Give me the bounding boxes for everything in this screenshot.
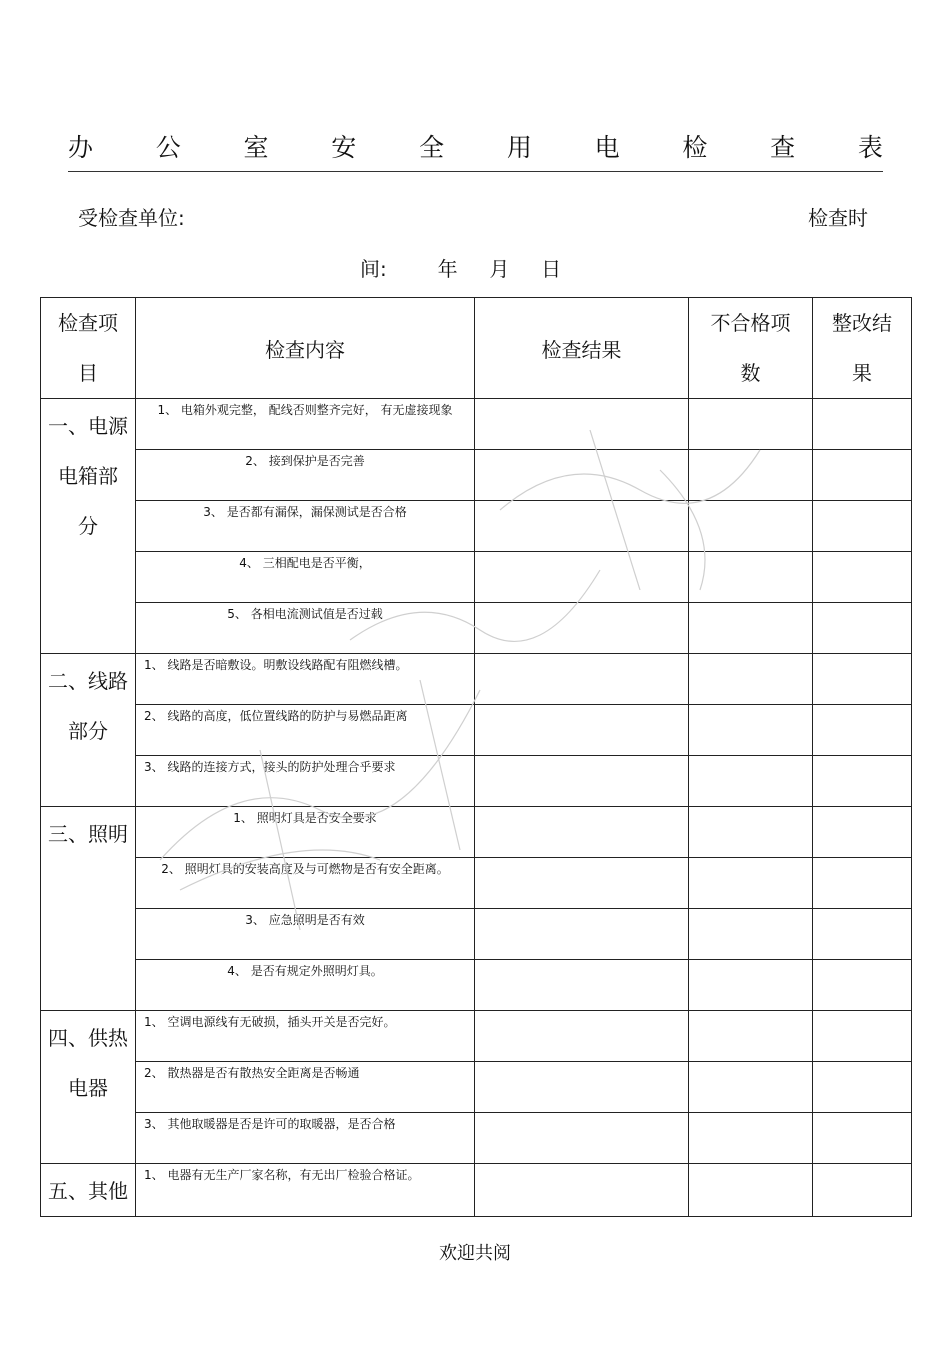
rectify-cell[interactable]	[813, 960, 912, 1011]
fail-count-cell[interactable]	[689, 450, 813, 501]
title-char: 表	[857, 133, 883, 162]
title-char: 查	[770, 133, 796, 162]
section-category	[41, 1164, 136, 1217]
table-row	[41, 501, 912, 552]
table-row	[41, 552, 912, 603]
header-rectify-line: 果	[852, 361, 872, 385]
rectify-cell[interactable]	[813, 1113, 912, 1164]
rectify-cell[interactable]	[813, 1164, 912, 1217]
title-char: 电	[594, 133, 620, 162]
rectify-cell[interactable]	[813, 807, 912, 858]
header-category	[41, 298, 136, 399]
fail-count-cell[interactable]	[689, 501, 813, 552]
result-cell[interactable]	[475, 450, 689, 501]
section-category	[41, 807, 136, 1011]
table-row	[41, 705, 912, 756]
check-item: 3、 其他取暖器是否是许可的取暖器，是否合格	[136, 1113, 475, 1164]
fail-count-cell[interactable]	[689, 858, 813, 909]
section-category-line: 五、其他	[48, 1179, 128, 1203]
check-item: 2、 接到保护是否完善	[136, 450, 475, 501]
table-row	[41, 450, 912, 501]
fail-count-cell[interactable]	[689, 603, 813, 654]
fail-count-cell[interactable]	[689, 909, 813, 960]
fail-count-cell[interactable]	[689, 654, 813, 705]
header-result: 检查结果	[475, 298, 689, 399]
rectify-cell[interactable]	[813, 399, 912, 450]
header-category-line: 目	[78, 361, 98, 385]
table-header-row	[41, 298, 912, 399]
result-cell[interactable]	[475, 654, 689, 705]
section-category	[41, 1011, 136, 1164]
rectify-cell[interactable]	[813, 756, 912, 807]
rectify-cell[interactable]	[813, 1011, 912, 1062]
result-cell[interactable]	[475, 909, 689, 960]
table-row	[41, 756, 912, 807]
result-cell[interactable]	[475, 1164, 689, 1217]
result-cell[interactable]	[475, 1113, 689, 1164]
result-cell[interactable]	[475, 1062, 689, 1113]
result-cell[interactable]	[475, 858, 689, 909]
title-char: 用	[506, 133, 532, 162]
title-char: 全	[419, 133, 445, 162]
result-cell[interactable]	[475, 705, 689, 756]
fail-count-cell[interactable]	[689, 705, 813, 756]
section-category-line: 部分	[68, 719, 108, 743]
check-item: 2、 线路的高度，低位置线路的防护与易燃品距离	[136, 705, 475, 756]
header-rectify	[813, 298, 912, 399]
table-row	[41, 1113, 912, 1164]
table-row	[41, 399, 912, 450]
check-item: 2、 照明灯具的安装高度及与可燃物是否有安全距离。	[136, 858, 475, 909]
result-cell[interactable]	[475, 1011, 689, 1062]
check-item: 1、 电器有无生产厂家名称，有无出厂检验合格证。	[136, 1164, 475, 1217]
document-title	[68, 130, 883, 166]
section-category-line: 一、电源	[48, 414, 128, 438]
section-category-line: 电器	[68, 1076, 108, 1100]
header-fail-count-line: 数	[740, 361, 761, 385]
check-item: 3、 是否都有漏保，漏保测试是否合格	[136, 501, 475, 552]
fail-count-cell[interactable]	[689, 552, 813, 603]
table-row	[41, 960, 912, 1011]
section-category	[41, 654, 136, 807]
footer-text: 欢迎共阅	[439, 1243, 511, 1264]
rectify-cell[interactable]	[813, 501, 912, 552]
rectify-cell[interactable]	[813, 450, 912, 501]
inspection-table	[40, 297, 912, 1217]
fail-count-cell[interactable]	[689, 807, 813, 858]
fail-count-cell[interactable]	[689, 756, 813, 807]
fail-count-cell[interactable]	[689, 1011, 813, 1062]
rectify-cell[interactable]	[813, 909, 912, 960]
rectify-cell[interactable]	[813, 705, 912, 756]
result-cell[interactable]	[475, 807, 689, 858]
title-underline	[68, 171, 883, 172]
title-char: 室	[243, 133, 269, 162]
result-cell[interactable]	[475, 552, 689, 603]
check-item: 4、 是否有规定外照明灯具。	[136, 960, 475, 1011]
result-cell[interactable]	[475, 756, 689, 807]
header-fail-count-line: 不合格项	[710, 311, 791, 335]
rectify-cell[interactable]	[813, 603, 912, 654]
fail-count-cell[interactable]	[689, 1164, 813, 1217]
check-item: 2、 散热器是否有散热安全距离是否畅通	[136, 1062, 475, 1113]
check-item: 3、 线路的连接方式，接头的防护处理合乎要求	[136, 756, 475, 807]
result-cell[interactable]	[475, 603, 689, 654]
rectify-cell[interactable]	[813, 1062, 912, 1113]
check-item: 1、 电箱外观完整， 配线否则整齐完好， 有无虚接现象	[136, 399, 475, 450]
table-row	[41, 807, 912, 858]
rectify-cell[interactable]	[813, 858, 912, 909]
header-rectify-line: 整改结	[832, 311, 892, 335]
table-row	[41, 1062, 912, 1113]
table-row	[41, 858, 912, 909]
table-row	[41, 1164, 912, 1217]
table-row	[41, 1011, 912, 1062]
table-row	[41, 909, 912, 960]
result-cell[interactable]	[475, 501, 689, 552]
section-category-line: 四、供热	[48, 1026, 128, 1050]
result-cell[interactable]	[475, 960, 689, 1011]
fail-count-cell[interactable]	[689, 960, 813, 1011]
section-category	[41, 399, 136, 654]
title-char: 检	[682, 133, 708, 162]
check-item: 5、 各相电流测试值是否过载	[136, 603, 475, 654]
fail-count-cell[interactable]	[689, 399, 813, 450]
header-fail-count	[689, 298, 813, 399]
section-category-line: 电箱部	[58, 464, 118, 488]
rectify-cell[interactable]	[813, 552, 912, 603]
inspection-date-line: 间: 年 月 日	[360, 257, 562, 281]
check-item: 1、 线路是否暗敷设。明敷设线路配有阻燃线槽。	[136, 654, 475, 705]
section-category-line: 二、线路	[48, 669, 128, 693]
header-content: 检查内容	[136, 298, 475, 399]
inspection-time-label: 检查时	[808, 206, 868, 230]
section-category-line: 三、照明	[48, 822, 128, 846]
rectify-cell[interactable]	[813, 654, 912, 705]
inspected-unit-label: 受检查单位:	[78, 206, 185, 230]
result-cell[interactable]	[475, 399, 689, 450]
table-row	[41, 603, 912, 654]
title-char: 安	[331, 133, 357, 162]
fail-count-cell[interactable]	[689, 1113, 813, 1164]
fail-count-cell[interactable]	[689, 1062, 813, 1113]
check-item: 1、 照明灯具是否安全要求	[136, 807, 475, 858]
check-item: 1、 空调电源线有无破损，插头开关是否完好。	[136, 1011, 475, 1062]
check-item: 4、 三相配电是否平衡，	[136, 552, 475, 603]
title-char: 办	[68, 133, 94, 162]
section-category-line: 分	[78, 514, 98, 538]
check-item: 3、 应急照明是否有效	[136, 909, 475, 960]
title-char: 公	[155, 133, 181, 162]
header-category-line: 检查项	[58, 311, 118, 335]
table-row	[41, 654, 912, 705]
